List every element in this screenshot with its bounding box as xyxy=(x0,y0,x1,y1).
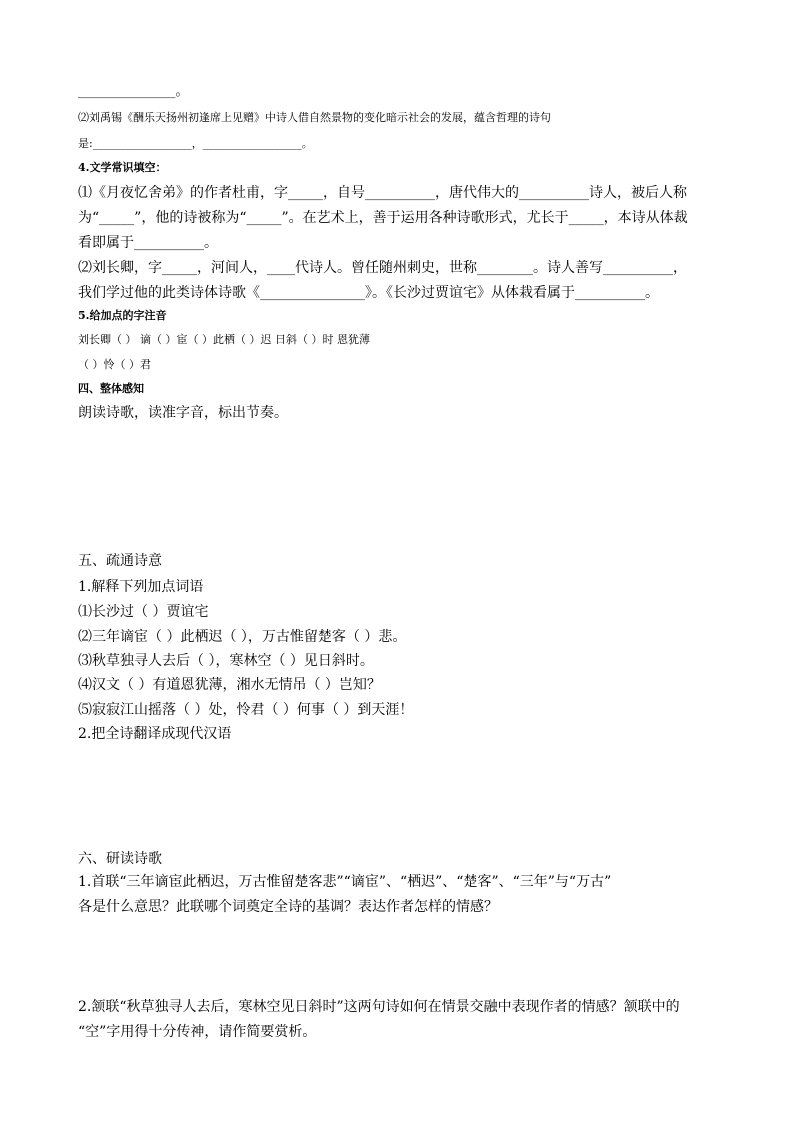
explain-item-3: ⑶秋草独寻人去后（ ），寒林空（ ）见日斜时。 xyxy=(78,653,374,669)
reading-instruction: 朗读诗歌，读准字音，标出节奏。 xyxy=(78,405,288,421)
pinyin-row-1: 刘长卿（ ） 谪（ ）宦（ ）此栖（ ）迟 日斜（ ）时 恩犹薄 xyxy=(78,333,370,346)
question-6-2-line-1: 2.颔联“秋草独寻人去后，寒林空见日斜时”这两句诗如何在情景交融中表现作者的情感？颔联中的 xyxy=(78,999,680,1015)
question-2-answer-line: 是:__________________，__________________。 xyxy=(78,137,313,150)
question-6-1-line-2: 各是什么意思？此联哪个词奠定全诗的基调？表达作者怎样的情感？ xyxy=(78,899,498,915)
explain-item-5: ⑸寂寂江山摇落（ ）处，怜君（ ）何事（ ）到天涯！ xyxy=(78,702,414,718)
explain-item-1: ⑴长沙过（ ）贾谊宅 xyxy=(78,604,209,620)
question-4-1-line-2: 为“_____”，他的诗被称为“_____”。在艺术上，善于运用各种诗歌形式，尤长于_____，本诗从体裁 xyxy=(78,210,688,226)
explain-item-4: ⑷汉文（ ）有道恩犹薄，湘水无情吊（ ）岂知？ xyxy=(78,677,381,693)
question-5-1-heading: 1.解释下列加点词语 xyxy=(78,579,204,595)
section-six-heading: 六、研读诗歌 xyxy=(78,851,162,867)
question-4-2-line-2: 我们学过他的此类诗体诗歌《_______________》。《长沙过贾谊宅》从体栽看属于__________。 xyxy=(78,285,659,301)
pinyin-row-2: （ ）怜（ ）君 xyxy=(78,358,151,371)
section-four-heading: 四、整体感知 xyxy=(78,382,144,395)
question-5-2-heading: 2.把全诗翻译成现代汉语 xyxy=(78,726,232,742)
question-4-1-line-1: ⑴《月夜忆舍弟》的作者杜甫，字_____，自号__________，唐代伟大的__________诗人，被后人称 xyxy=(78,185,687,201)
answer-blank-line: _______________。 xyxy=(78,84,189,99)
question-6-2-line-2: “空”字用得十分传神，请作简要赏析。 xyxy=(78,1024,317,1040)
question-4-1-line-3: 看即属于__________。 xyxy=(78,235,218,251)
section-4-heading: 4.文学常识填空： xyxy=(78,161,167,174)
question-6-1-line-1: 1.首联“三年谪宦此栖迟，万古惟留楚客悲”“谪宦”、“栖迟”、“楚客”、“三年”与“万古” xyxy=(78,874,612,890)
question-4-2-line-1: ⑵刘长卿，字_____，河间人，____代诗人。曾任随州刺史，世称________。诗人善写__________， xyxy=(78,260,687,276)
explain-item-2: ⑵三年谪宦（ ）此栖迟（ ），万古惟留楚客（ ）悲。 xyxy=(78,629,407,645)
section-five-heading: 五、疏通诗意 xyxy=(78,553,162,569)
section-5-heading: 5.给加点的字注音 xyxy=(78,309,167,322)
question-2-text: ⑵刘禹锡《酬乐天扬州初逢席上见赠》中诗人借自然景物的变化暗示社会的发展，蕴含哲理的诗句 xyxy=(78,111,551,124)
